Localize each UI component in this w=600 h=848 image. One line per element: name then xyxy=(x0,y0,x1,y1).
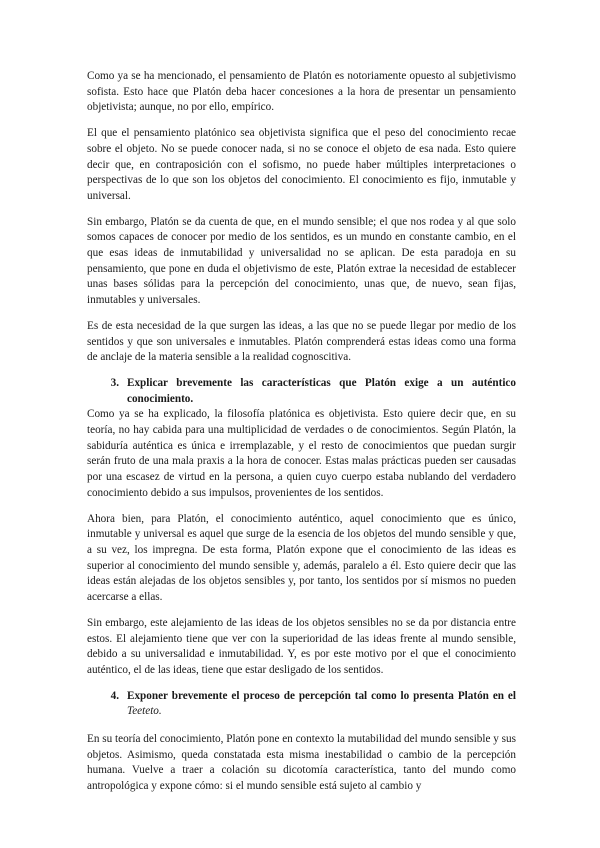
heading-3-number: 3. xyxy=(110,376,119,389)
paragraph-7: Sin embargo, este alejamiento de las ideas de los objetos sensibles no se da por distancia entre estos. El alejamiento tiene que ver con la superioridad de las ideas frente al mundo sensible, debido a su universalidad e inmutabilidad. Y, es por este motivo por el que el conocimiento auténtico, el de las ideas, tiene que estar desligado de los sentidos. xyxy=(87,616,516,676)
paragraph-4: Es de esta necesidad de la que surgen las ideas, a las que no se puede llegar por medio de los sentidos y que son universales e inmutables. Platón comprenderá estas ideas como una forma de anclaje de la materia sensible a la realidad cognoscitiva. xyxy=(87,319,516,364)
section-heading-3 xyxy=(87,376,516,407)
heading-4-text-wrap xyxy=(127,689,516,720)
heading-4-text: Exponer brevemente el proceso de percepción tal como lo presenta Platón en el xyxy=(127,689,516,702)
paragraph-2: El que el pensamiento platónico sea objetivista significa que el peso del conocimiento recae sobre el objeto. No se puede conocer nada, si no se conoce el objeto de esa nada. Esto quiere decir que, en contraposición con el sofismo, no puede haber múltiples interpretaciones o perspectivas de lo que son los objetos del conocimiento. El conocimiento es fijo, inmutable y universal. xyxy=(87,127,516,202)
paragraph-5: Como ya se ha explicado, la filosofía platónica es objetivista. Esto quiere decir que, en su teoría, no hay cabida para una multiplicidad de verdades o de conocimientos. Según Platón, la sabiduría auténtica es única e irremplazable, y el resto de conocimientos que puedan surgir serán fruto de una mala praxis a la hora de conocer. Estas malas prácticas pueden ser causadas por una escasez de virtud en la persona, a quien cuyo cuerpo estaba nublando del verdadero conocimiento debido a sus impulsos, provenientes de los sentidos. xyxy=(87,408,516,499)
paragraph-3: Sin embargo, Platón se da cuenta de que, en el mundo sensible; el que nos rodea y al que solo somos capaces de conocer por medio de los sentidos, es un mundo en constante cambio, en el que esas ideas de inmutabilidad y universalidad no se aplican. De esta paradoja en su pensamiento, que pone en duda el objetivismo de este, Platón extrae la necesidad de establecer unas bases sólidas para la percepción del conocimiento, unas que, de nuevo, sean fijas, inmutables y universales. xyxy=(87,215,516,307)
heading-4-italic: Teeteto xyxy=(127,705,159,718)
heading-4-end: . xyxy=(158,705,162,718)
heading-3-text: Explicar brevemente las características que Platón exige a un auténtico conocimiento. xyxy=(127,376,516,405)
paragraph-8: En su teoría del conocimiento, Platón pone en contexto la mutabilidad del mundo sensible y sus objetos. Asimismo, queda constatada esta misma inestabilidad o cambio de la percepción humana. Vuelve a traer a colación su dicotomía característica, tanto del mundo como antropológica y expone cómo: si el mundo sensible está sujeto al cambio y xyxy=(87,733,516,793)
paragraph-1: Como ya se ha mencionado, el pensamiento de Platón es notoriamente opuesto al subjetivismo sofista. Esto hace que Platón deba hacer concesiones a la hora de presentar un pensamiento objetivista; aunque, no por ello, empírico. xyxy=(87,70,516,114)
heading-4-number: 4. xyxy=(110,689,119,702)
section-heading-4 xyxy=(87,689,516,720)
paragraph-6: Ahora bien, para Platón, el conocimiento auténtico, aquel conocimiento que es único, inmutable y universal es aquel que surge de la esencia de los objetos del mundo sensible y que, a su vez, los impregna. De esta forma, Platón expone que el conocimiento de las ideas es superior al conocimiento del mundo sensible y, además, paralelo a él. Esto quiere decir que las ideas están alejadas de los objetos sensibles y, por tanto, los sentidos por sí mismos no pueden acercarse a ellas. xyxy=(87,512,516,604)
